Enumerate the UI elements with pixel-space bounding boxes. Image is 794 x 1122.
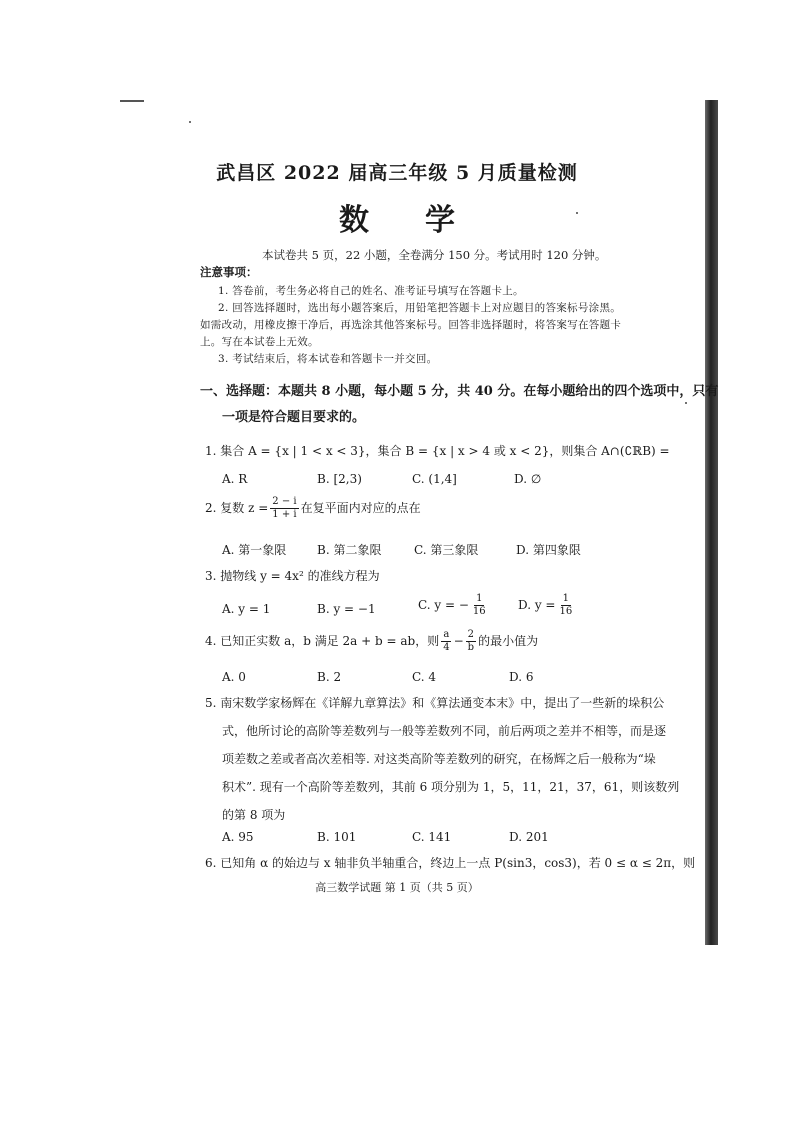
subject-title: 数学 [339, 203, 511, 238]
q3-option-c [418, 594, 490, 617]
q1-option-c: C. (1,4] [412, 472, 457, 486]
scan-speck [189, 121, 191, 123]
q5-option-d: D. 201 [509, 830, 549, 844]
q4-f2-num: 2 [467, 629, 475, 640]
question-4 [205, 630, 538, 653]
q2-fraction-den: 1 + i [272, 509, 297, 520]
question-5-cont: 积术”. 现有一个高阶等差数列，其前 6 项分别为 1，5，11，21，37，61，则该数列 [222, 780, 680, 794]
q2-option-d: D. 第四象限 [516, 543, 581, 557]
q3-option-d-label: D. y = [518, 598, 556, 612]
q4-f2-den: b [467, 642, 475, 653]
q4-fraction-1 [441, 630, 451, 653]
question-5-cont: 式，他所讨论的高阶等差数列与一般等差数列不同，前后两项之差并不相等，而是逐 [222, 724, 667, 738]
notice-item-1: 1. 答卷前，考生务必将自己的姓名、准考证号填写在答题卡上。 [218, 285, 524, 297]
exam-intro: 本试卷共 5 页，22 小题，全卷满分 150 分。考试用时 120 分钟。 [262, 248, 607, 262]
q4-option-a: A. 0 [222, 670, 246, 684]
q3-option-c-fraction [471, 594, 488, 617]
q4-option-c: C. 4 [412, 670, 437, 684]
q3-option-d-fraction [557, 594, 574, 617]
q3-c-den: 16 [472, 606, 486, 617]
q5-option-a: A. 95 [222, 830, 254, 844]
q2-option-c: C. 第三象限 [414, 543, 479, 557]
question-5-cont: 的第 8 项为 [222, 808, 286, 822]
q5-option-c: C. 141 [412, 830, 452, 844]
q4-f1-num: a [443, 629, 450, 640]
q3-option-d [518, 594, 576, 617]
question-6: 6. 已知角 α 的始边与 x 轴非负半轴重合，终边上一点 P(sin3，cos3)，若 0 ≤ α ≤ 2π，则 [205, 856, 696, 870]
q3-c-num: 1 [476, 593, 483, 604]
q1-option-d: D. ∅ [514, 472, 542, 486]
q2-fraction-num: 2 − i [272, 496, 297, 507]
notice-item-2: 2. 回答选择题时，选出每小题答案后，用铅笔把答题卡上对应题目的答案标号涂黑。 [218, 302, 622, 314]
notice-item-2-cont: 如需改动，用橡皮擦干净后，再选涂其他答案标号。回答非选择题时，将答案写在答题卡 [200, 319, 622, 331]
q3-option-c-label: C. y = − [418, 598, 469, 612]
notice-heading: 注意事项： [200, 265, 258, 279]
q4-stem-post: 的最小值为 [478, 634, 539, 648]
q4-minus: − [453, 634, 464, 648]
page-footer: 高三数学试题 第 1 页（共 5 页） [315, 881, 479, 894]
q5-option-b: B. 101 [317, 830, 357, 844]
section-heading: 一、选择题：本题共 8 小题，每小题 5 分，共 40 分。在每小题给出的四个选项中，只有 [200, 384, 719, 399]
question-3: 3. 抛物线 y = 4x² 的准线方程为 [205, 569, 380, 583]
scan-edge-top [120, 100, 144, 102]
scan-speck [685, 402, 687, 404]
question-1: 1. 集合 A = {x | 1 < x < 3}，集合 B = {x | x > 4 或 x < 2}，则集合 A∩(∁ℝB) = [205, 444, 670, 458]
q1-option-b: B. [2,3) [317, 472, 362, 486]
question-5: 5. 南宋数学家杨辉在《详解九章算法》和《算法通变本末》中，提出了一些新的垛积公 [205, 696, 665, 710]
q4-option-d: D. 6 [509, 670, 534, 684]
exam-title: 武昌区 2022 届高三年级 5 月质量检测 [216, 162, 578, 184]
question-5-cont: 项差数之差或者高次差相等. 对这类高阶等差数列的研究，在杨辉之后一般称为“垛 [222, 752, 656, 766]
notice-item-3: 3. 考试结束后，将本试卷和答题卡一并交回。 [218, 353, 438, 365]
q3-d-num: 1 [562, 593, 570, 604]
q3-d-den: 16 [559, 606, 573, 617]
q1-option-a: A. R [222, 472, 248, 486]
q2-stem-post: 在复平面内对应的点在 [300, 501, 421, 515]
notice-item-2-cont: 上。写在本试卷上无效。 [200, 336, 319, 348]
q2-option-b: B. 第二象限 [317, 543, 382, 557]
q3-option-a: A. y = 1 [222, 602, 271, 616]
q2-option-a: A. 第一象限 [222, 543, 287, 557]
q3-option-b: B. y = −1 [317, 602, 376, 616]
q4-f1-den: 4 [443, 642, 450, 653]
q2-stem-pre: 2. 复数 z = [205, 501, 269, 515]
q4-option-b: B. 2 [317, 670, 342, 684]
question-2 [205, 497, 421, 520]
q4-fraction-2 [466, 630, 476, 653]
q4-stem-pre: 4. 已知正实数 a，b 满足 2a + b = ab，则 [205, 634, 440, 648]
section-heading-cont: 一项是符合题目要求的。 [222, 410, 366, 425]
q2-fraction [270, 497, 298, 520]
